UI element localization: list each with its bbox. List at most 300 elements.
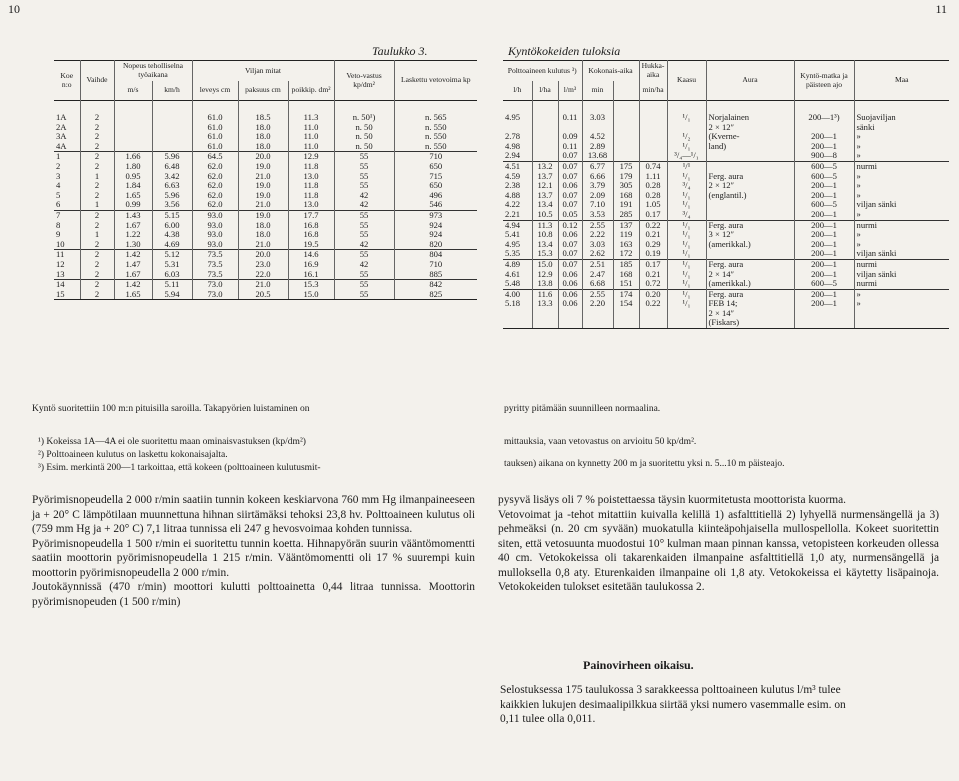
table-cell	[532, 132, 558, 142]
table-cell: 13.4	[532, 240, 558, 250]
table-cell: 14	[54, 280, 80, 290]
table-cell: 3A	[56, 132, 67, 142]
table-cell	[854, 309, 949, 319]
table-cell: ¹/₁	[667, 220, 706, 230]
table-cell	[582, 123, 613, 133]
table-cell: 4.52	[582, 132, 613, 142]
table-cell: 61.0	[192, 132, 238, 142]
table-cell: 200—1	[794, 249, 854, 259]
table-cell: 4.89	[503, 259, 532, 269]
table-cell	[532, 101, 558, 123]
table-cell: Ferg. aura	[706, 172, 794, 182]
footnote-left-2: ²) Polttoaineen kulutus on laskettu kokonaisajalta.	[38, 450, 228, 460]
table-row	[503, 181, 949, 191]
table-cell: 4A	[56, 141, 67, 151]
table-cell: Ferg. aura	[706, 259, 794, 269]
table-row	[54, 230, 477, 240]
table-cell: 3	[56, 171, 61, 181]
table-cell: 6.00	[152, 221, 192, 231]
page-number-left: 10	[8, 2, 20, 16]
table-cell	[613, 142, 639, 152]
table-cell: »	[854, 181, 949, 191]
table-cell: 2	[80, 260, 114, 270]
table-cell: 0.09	[558, 132, 582, 142]
table-cell: 200—1	[794, 191, 854, 201]
table-cell: 1.84	[114, 181, 152, 191]
footnote-right-0: pyritty pitämään suunnilleen normaalina.	[504, 404, 661, 414]
col-nopeus: Nopeus teholliselna työaikana	[114, 61, 192, 81]
table-cell: (amerikkal.)	[706, 240, 794, 250]
table-cell: 12.9	[288, 152, 334, 162]
table-cell: 200—1	[794, 220, 854, 230]
table-cell: 842	[394, 280, 477, 290]
table-cell: 55	[334, 270, 394, 280]
table-cell	[639, 309, 667, 319]
table-cell	[114, 132, 152, 142]
table-cell: 154	[613, 299, 639, 309]
table-cell: ³/₄	[667, 210, 706, 220]
col-kyntomatka: Kyntö-matka ja päisteen ajo	[794, 61, 854, 101]
table-cell	[558, 309, 582, 319]
table-cell: 0.07	[558, 191, 582, 201]
table-cell: 55	[334, 250, 394, 260]
table-cell: 13.68	[582, 151, 613, 161]
table-cell: 6.68	[582, 279, 613, 289]
table-cell: 0.07	[558, 200, 582, 210]
footnote-left-0: Kyntö suoritettiin 100 m:n pituisilla saroilla. Takapyörien luistaminen on	[32, 404, 310, 414]
table-cell: »	[854, 172, 949, 182]
table-cell: 6.48	[152, 162, 192, 172]
table-row	[54, 200, 477, 210]
table-cell: 5.31	[152, 260, 192, 270]
table-cell	[639, 132, 667, 142]
table-cell: 200—1	[794, 132, 854, 142]
table-cell: 5.15	[152, 210, 192, 220]
table-cell: 21.0	[238, 280, 288, 290]
table-cell: 1.65	[114, 191, 152, 201]
table-cell: 4.94	[503, 220, 532, 230]
table-cell: 93.0	[192, 221, 238, 231]
table-cell: 8	[56, 220, 61, 230]
table-cell: 11.8	[288, 162, 334, 172]
col-lha: l/ha	[532, 81, 558, 101]
table-cell: 2	[80, 142, 114, 152]
table-cell: 5.35	[505, 249, 521, 259]
table-cell: 3 × 12″	[706, 230, 794, 240]
table-cell: 1.42	[114, 280, 152, 290]
table-cell	[558, 318, 582, 328]
table-cell: 5.96	[152, 191, 192, 201]
table-cell: 2	[80, 152, 114, 162]
table-cell: 14.6	[288, 250, 334, 260]
table-cell	[532, 318, 558, 328]
table-row	[503, 249, 949, 259]
table-cell: n. 50¹)	[334, 101, 394, 123]
table-cell: 21.0	[238, 172, 288, 182]
table-cell: 4.59	[505, 171, 521, 181]
table-cell: 2.78	[505, 132, 521, 142]
table-cell: 55	[334, 221, 394, 231]
table-cell: 2.21	[505, 209, 521, 219]
table-row	[503, 191, 949, 201]
table-cell: 62.0	[192, 162, 238, 172]
col-koe: Koe n:o	[60, 71, 74, 89]
table-cell: 600—5	[794, 172, 854, 182]
table-cell: 55	[334, 210, 394, 220]
table-cell	[613, 309, 639, 319]
table-cell: 18.0	[238, 221, 288, 231]
table-cell: 191	[613, 200, 639, 210]
table-cell: 0.12	[558, 220, 582, 230]
table-row	[54, 162, 477, 172]
table-cell: 12.9	[532, 270, 558, 280]
table-row	[503, 123, 949, 133]
table-cell: 6.63	[152, 181, 192, 191]
table-cell: 10	[56, 239, 65, 249]
table-cell: 924	[394, 230, 477, 240]
table-cell: 0.17	[639, 259, 667, 269]
footnote-left-1: ¹) Kokeissa 1A—4A ei ole suoritettu maan ominaisvastuksen (kp/dm²)	[38, 437, 306, 447]
table-cell: 5.11	[152, 280, 192, 290]
table-cell: 2	[56, 161, 61, 171]
table-cell: 885	[394, 270, 477, 280]
table-cell	[613, 318, 639, 328]
table-cell: 0.07	[558, 172, 582, 182]
table-cell: 2	[80, 270, 114, 280]
table-cell: 55	[334, 290, 394, 300]
table-cell: n. 50	[334, 142, 394, 152]
table-cell: 55	[334, 280, 394, 290]
table-cell	[613, 123, 639, 133]
table-cell: 17.7	[288, 210, 334, 220]
table-row	[503, 151, 949, 161]
table-cell: 168	[613, 270, 639, 280]
table-row	[54, 290, 477, 300]
table-cell: 0.95	[114, 172, 152, 182]
table-cell: 0.07	[558, 249, 582, 259]
table-cell: 600—5	[794, 279, 854, 289]
table-cell: 10.5	[532, 210, 558, 220]
table-row	[503, 230, 949, 240]
table-cell: 174	[613, 289, 639, 299]
table-cell: 15.3	[288, 280, 334, 290]
table-cell: 64.5	[192, 152, 238, 162]
table-cell	[706, 200, 794, 210]
table-cell: 0.07	[558, 240, 582, 250]
table-cell: ¹/₁	[667, 240, 706, 250]
table-cell: 11.6	[532, 289, 558, 299]
table-cell: 15.3	[532, 249, 558, 259]
table-cell: 2.94	[505, 151, 521, 161]
table-cell: Ferg. aura	[706, 220, 794, 230]
table-cell: 285	[613, 210, 639, 220]
table-cell: 2.38	[505, 181, 521, 191]
table-cell	[114, 142, 152, 152]
table-row	[503, 132, 949, 142]
col-minha: min/ha	[639, 81, 667, 101]
table-cell: 73.0	[192, 290, 238, 300]
table-cell: 19.0	[238, 210, 288, 220]
col-viljan-mitat: Viljan mitat	[192, 61, 334, 81]
table-cell: 804	[394, 250, 477, 260]
table-cell	[667, 309, 706, 319]
table-cell: 13.8	[532, 279, 558, 289]
table-cell: 305	[613, 181, 639, 191]
table-cell: 73.0	[192, 280, 238, 290]
table-cell: 1.42	[114, 250, 152, 260]
table-cell: 19.0	[238, 162, 288, 172]
table-cell: 0.28	[639, 191, 667, 201]
table-cell: 18.5	[238, 101, 288, 123]
table-cell: (amerikkal.)	[706, 279, 794, 289]
table-cell	[558, 123, 582, 133]
table-cell: 3.03	[582, 240, 613, 250]
left-results-table	[54, 60, 477, 300]
table-cell: 2.51	[582, 259, 613, 269]
table-cell: nurmi	[854, 161, 949, 171]
table-cell: 0.20	[639, 289, 667, 299]
table-cell: 2 × 14″	[706, 309, 794, 319]
table-cell: viljan sänki	[854, 270, 949, 280]
table-cell	[503, 309, 532, 319]
table-row	[503, 161, 949, 171]
table-cell: (englantil.)	[706, 191, 794, 201]
table-cell	[503, 123, 532, 133]
table-cell: viljan sänki	[854, 200, 949, 210]
table-cell: ¹/₁	[667, 270, 706, 280]
table-cell: 2	[80, 210, 114, 220]
table-cell: 11.8	[288, 191, 334, 201]
table-cell: 61.0	[192, 142, 238, 152]
table-cell: 3.79	[582, 181, 613, 191]
table-cell: 1.80	[114, 162, 152, 172]
table-cell: 2	[80, 132, 114, 142]
table-cell: 0.28	[639, 181, 667, 191]
table-row	[54, 142, 477, 152]
table-cell	[613, 151, 639, 161]
table-cell: 15.0	[532, 259, 558, 269]
table-row	[54, 270, 477, 280]
table-cell: 5.96	[152, 152, 192, 162]
table-cell: 1.47	[114, 260, 152, 270]
table-cell: 2.55	[582, 220, 613, 230]
table-cell: 55	[334, 162, 394, 172]
left-table-title: Taulukko 3.	[372, 44, 428, 58]
table-cell: 0.06	[558, 181, 582, 191]
table-cell: 1.66	[114, 152, 152, 162]
table-cell	[532, 309, 558, 319]
table-cell: 2	[80, 221, 114, 231]
col-vetovoima: Laskettu vetovoima kp	[394, 61, 477, 101]
table-cell: 200—1	[794, 259, 854, 269]
table-cell: ¹/₁	[667, 259, 706, 269]
table-cell: ¹/₁	[667, 142, 706, 152]
table-cell: 4.00	[503, 289, 532, 299]
table-row	[54, 132, 477, 142]
table-cell: »	[854, 299, 949, 309]
table-cell: 3.56	[152, 200, 192, 210]
table-cell: »	[854, 191, 949, 201]
table-cell	[639, 318, 667, 328]
table-row	[54, 123, 477, 133]
table-cell	[152, 123, 192, 133]
table-cell: 2	[80, 123, 114, 133]
table-cell: n. 565	[394, 101, 477, 123]
table-cell: 42	[334, 200, 394, 210]
table-cell: 3.03	[582, 101, 613, 123]
table-row	[503, 309, 949, 319]
table-cell: 3.42	[152, 172, 192, 182]
col-min: min	[582, 81, 613, 101]
table-cell: 0.11	[558, 101, 582, 123]
table-row	[503, 289, 949, 299]
table-cell: 5.48	[505, 279, 521, 289]
table-cell: 21.0	[238, 200, 288, 210]
table-cell	[639, 142, 667, 152]
col-maa: Maa	[854, 61, 949, 101]
col-vetovastus: Veto-vastus kp/dm²	[334, 61, 394, 101]
page-number-right: 11	[935, 2, 947, 16]
table-row	[54, 152, 477, 162]
table-cell: 4.61	[505, 269, 521, 279]
table-cell: viljan sänki	[854, 249, 949, 259]
table-cell: ¹/₁	[667, 299, 706, 309]
table-cell: 62.0	[192, 191, 238, 201]
table-cell: 18.0	[238, 132, 288, 142]
body-text-left: Pyörimisnopeudella 2 000 r/min saatiin tunnin kokeen keskiarvona 760 mm Hg ilmanpaineeseen ja + 20° C lämpötilaan muunnettuna hihnan siirtämäksi tehoksi 23,8 hv. Polttoaineen kulutus oli (759 mm Hg ja + 20° C) 7,1 litraa tunnissa eli 247 g hevosvoimaa kohden tunnissa. Pyörimisnopeudella 1 500 r/min ei suoritettu tunnin koetta. Hihnapyörän suurin vääntömomentti saatiin moottorin pyörimisnopeudella 1 215 r/min. Vääntömomentti oli 17 % suurempi kuin moottorin pyörimisnopeudella 2 000 r/min. Joutokäynnissä (470 r/min) moottori kulutti polttoainetta 0,44 litraa tunnissa. Moottorin pyörimisnopeuden (1 500 r/min)	[32, 494, 475, 608]
table-cell: 4.22	[505, 200, 521, 210]
table-cell: 2.22	[582, 230, 613, 240]
col-kmh: km/h	[152, 81, 192, 101]
table-cell	[503, 318, 532, 328]
table-cell	[613, 132, 639, 142]
table-cell: 2A	[56, 122, 67, 132]
table-cell: 12	[56, 259, 65, 269]
table-cell: ¹/₁	[667, 289, 706, 299]
table-row	[54, 260, 477, 270]
table-cell: 0.11	[558, 142, 582, 152]
table-cell: »	[854, 132, 949, 142]
table-cell: 15.0	[288, 290, 334, 300]
table-cell: 16.1	[288, 270, 334, 280]
table-row	[503, 200, 949, 210]
table-cell	[706, 161, 794, 171]
table-cell: 4.95	[505, 112, 521, 122]
table-cell: 200—1	[794, 270, 854, 280]
table-cell: 62.0	[192, 200, 238, 210]
table-row	[503, 210, 949, 220]
table-cell: 4.38	[152, 230, 192, 240]
table-cell: 200—1	[794, 142, 854, 152]
left-table-body	[54, 101, 477, 300]
table-cell: 200—1³)	[794, 101, 854, 123]
table-cell: n. 550	[394, 123, 477, 133]
table-cell: nurmi	[854, 259, 949, 269]
table-cell: 11.3	[532, 220, 558, 230]
table-cell: 18.0	[238, 230, 288, 240]
table-cell: 5	[56, 190, 61, 200]
table-cell: 1.67	[114, 221, 152, 231]
table-cell: 0.07	[558, 259, 582, 269]
table-cell: 710	[394, 152, 477, 162]
table-cell: 61.0	[192, 101, 238, 123]
table-cell: ¹/₁	[667, 172, 706, 182]
right-table-body	[503, 101, 949, 329]
table-cell: ¹/₁	[667, 101, 706, 123]
table-cell: 0.99	[114, 200, 152, 210]
table-cell: 5.12	[152, 250, 192, 260]
col-kaasu: Kaasu	[667, 61, 706, 101]
table-cell: nurmi	[854, 220, 949, 230]
col-lm3: l/m³	[558, 81, 582, 101]
table-cell: 2.89	[582, 142, 613, 152]
table-cell: »	[854, 151, 949, 161]
table-cell: 496	[394, 191, 477, 201]
col-polttoaine: Polttoaineen kulutus ³)	[507, 65, 577, 75]
table-cell: 16.8	[288, 230, 334, 240]
footnote-left-3: ³) Esim. merkintä 200—1 tarkoittaa, että kokeen (polttoaineen kulutusmit-	[38, 463, 321, 473]
table-cell: ³/₄—¹/₁	[667, 151, 706, 161]
col-leveys: leveys cm	[192, 81, 238, 101]
table-cell: »	[854, 142, 949, 152]
table-row	[503, 220, 949, 230]
table-cell: 16.9	[288, 260, 334, 270]
table-cell: 11.0	[288, 123, 334, 133]
table-cell: 0.74	[639, 161, 667, 171]
table-row	[54, 240, 477, 250]
table-cell: ¹/₁	[667, 249, 706, 259]
table-cell: 61.0	[192, 123, 238, 133]
table-cell	[667, 318, 706, 328]
table-cell: 18.0	[238, 123, 288, 133]
table-cell: 0.72	[639, 279, 667, 289]
table-cell: 9	[56, 230, 61, 240]
table-cell: 6	[56, 200, 61, 210]
table-cell: 73.5	[192, 260, 238, 270]
right-results-table	[503, 60, 949, 329]
table-cell: 15	[54, 290, 80, 300]
table-cell: 119	[613, 230, 639, 240]
table-cell: 710	[394, 260, 477, 270]
table-cell	[613, 101, 639, 123]
table-cell: 2 × 14″	[706, 270, 794, 280]
table-cell: n. 550	[394, 132, 477, 142]
table-cell: 2	[80, 101, 114, 123]
table-cell: 7	[54, 210, 80, 220]
table-cell: 200—1	[794, 181, 854, 191]
table-cell: 11	[54, 250, 80, 260]
table-cell: 1	[80, 230, 114, 240]
table-row	[503, 101, 949, 123]
table-cell: 4.98	[505, 141, 521, 151]
table-row	[54, 221, 477, 231]
table-cell: 62.0	[192, 172, 238, 182]
table-cell: 42	[334, 260, 394, 270]
table-cell	[667, 123, 706, 133]
table-cell: 546	[394, 200, 477, 210]
table-row	[54, 191, 477, 201]
table-cell: n. 50	[334, 132, 394, 142]
table-cell: 168	[613, 191, 639, 201]
table-cell: 2	[80, 280, 114, 290]
table-cell: »	[854, 240, 949, 250]
table-cell: ¹/₁	[667, 200, 706, 210]
table-cell: 3.53	[582, 210, 613, 220]
table-cell: 2.47	[582, 270, 613, 280]
table-row	[54, 101, 477, 123]
table-cell: 1.22	[114, 230, 152, 240]
table-row	[503, 270, 949, 280]
